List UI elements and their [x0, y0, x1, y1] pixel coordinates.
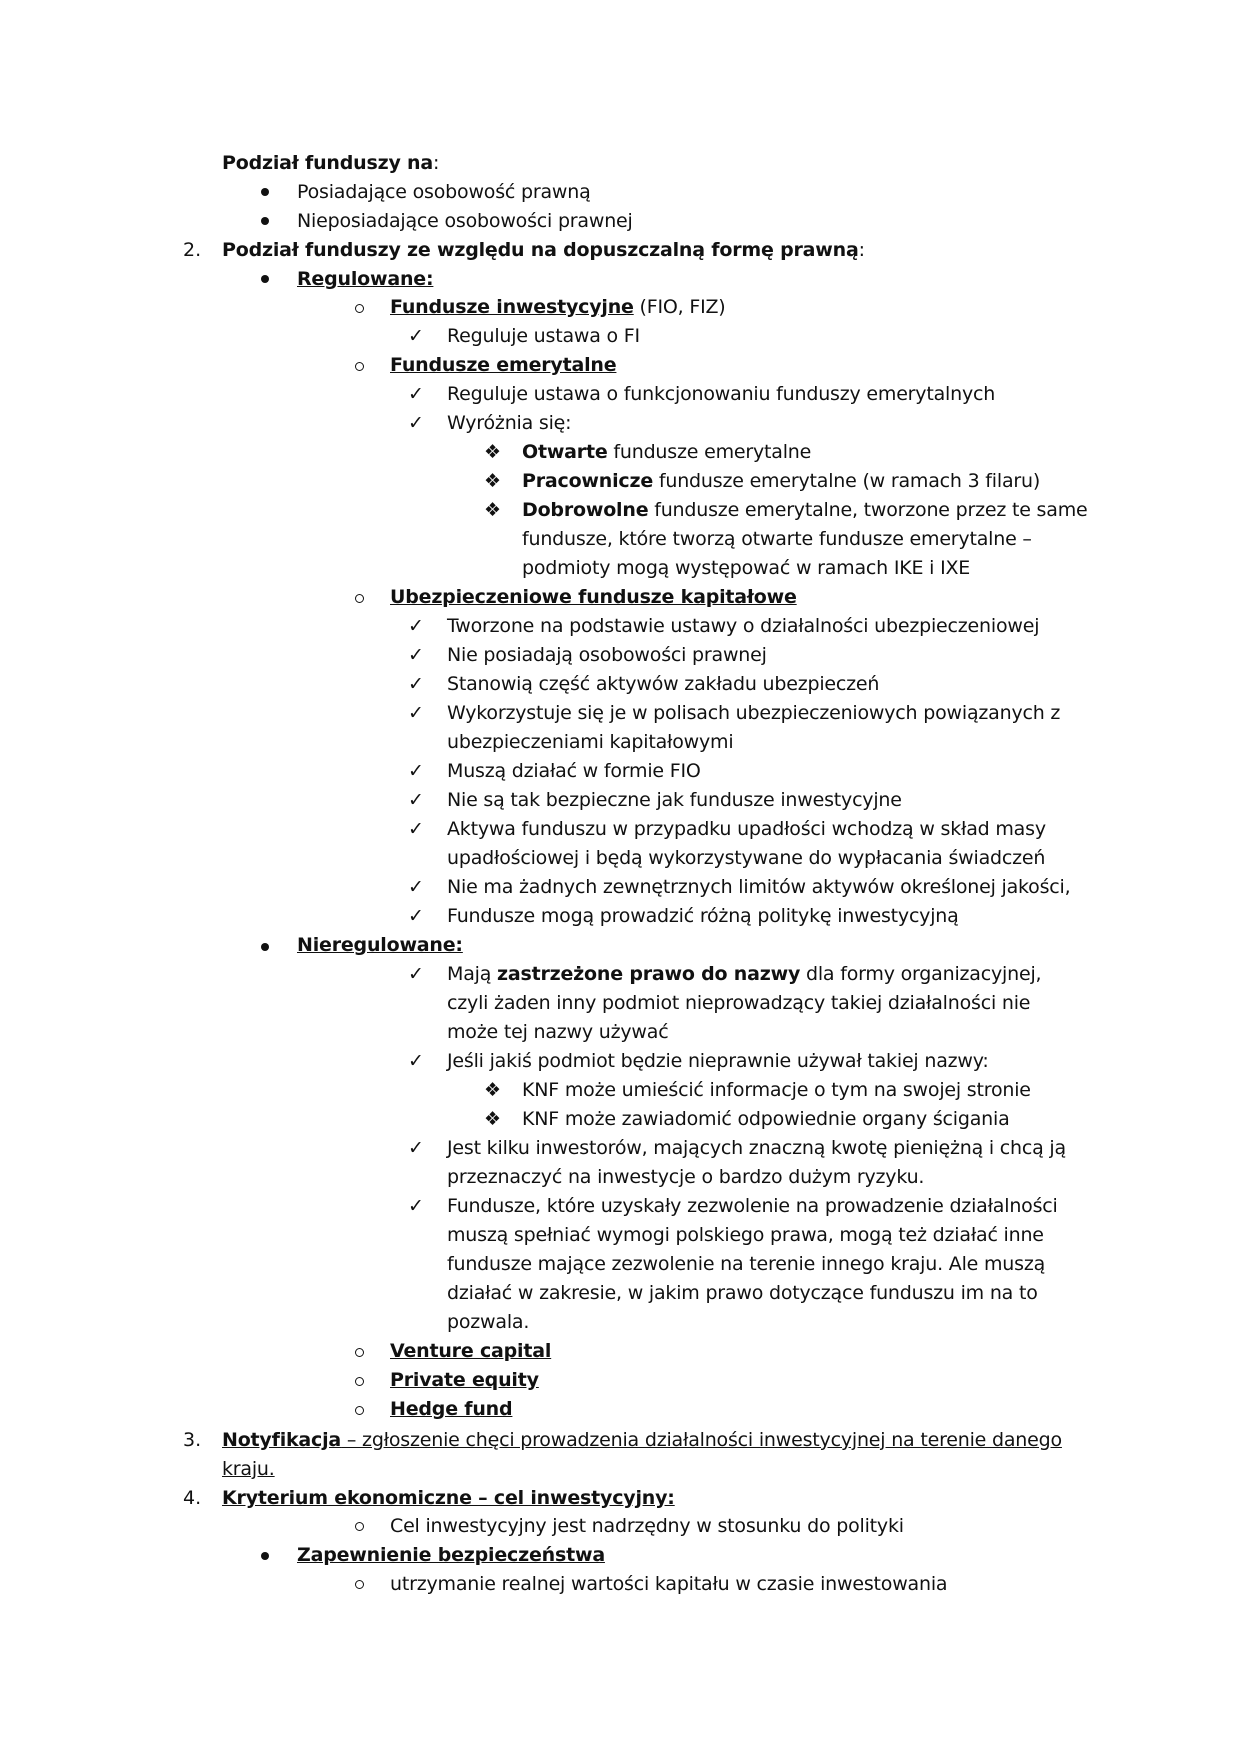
- text-run: fundusze emerytalne (w ramach 3 filaru): [653, 470, 1041, 492]
- text-line: [297, 265, 433, 294]
- text-run: Fundusze, które uzyskały zezwolenie na prowadzenie działalności: [447, 1195, 1058, 1217]
- text-line: [222, 1426, 1062, 1455]
- circle-bullet-icon: [355, 1580, 364, 1589]
- text-run: fundusze emerytalne, tworzone przez te same: [648, 499, 1088, 521]
- text-line: [390, 351, 616, 380]
- text-run: fundusze mające zezwolenie na terenie innego kraju. Ale muszą: [447, 1253, 1046, 1275]
- text-line: [447, 1308, 529, 1337]
- bullet-icon: [261, 275, 269, 283]
- text-line: [447, 699, 1060, 728]
- list-number: 2.: [183, 239, 202, 261]
- circle-bullet-icon: [355, 304, 364, 313]
- diamond-icon: ❖: [484, 441, 502, 463]
- check-icon: ✓: [408, 673, 424, 695]
- check-icon: ✓: [408, 702, 424, 724]
- text-run: (FIO, FIZ): [633, 296, 726, 318]
- text-run: może tej nazwy używać: [447, 1021, 669, 1043]
- text-run: muszą spełniać wymogi polskiego prawa, mogą też działać inne: [447, 1224, 1044, 1246]
- text-run: Mają: [447, 963, 497, 985]
- text-line: [447, 1279, 1038, 1308]
- text-line: [447, 815, 1046, 844]
- text-line: [447, 960, 1041, 989]
- text-run: Posiadające osobowość prawną: [297, 181, 591, 203]
- text-run: Zapewnienie bezpieczeństwa: [297, 1544, 605, 1566]
- list-number: 3.: [183, 1429, 202, 1451]
- text-line: [222, 149, 439, 178]
- text-run: Wykorzystuje się je w polisach ubezpieczeniowych powiązanych z: [447, 702, 1061, 724]
- diamond-icon: ❖: [484, 470, 502, 492]
- text-run: ubezpieczeniami kapitałowymi: [447, 731, 734, 753]
- text-run: utrzymanie realnej wartości kapitału w czasie inwestowania: [390, 1573, 948, 1595]
- text-line: [447, 1250, 1045, 1279]
- text-run: Nie są tak bezpieczne jak fundusze inwestycyjne: [447, 789, 902, 811]
- text-run: Regulowane:: [297, 268, 434, 290]
- text-line: [447, 380, 995, 409]
- check-icon: ✓: [408, 325, 424, 347]
- bullet-icon: [261, 943, 269, 951]
- text-line: [447, 1163, 924, 1192]
- text-run: Stanowią część aktywów zakładu ubezpieczeń: [447, 673, 880, 695]
- text-run: Wyróżnia się:: [447, 412, 572, 434]
- text-run: Nie ma żadnych zewnętrznych limitów aktywów określonej jakości,: [447, 876, 1071, 898]
- text-line: [390, 293, 726, 322]
- text-line: [390, 1570, 947, 1599]
- text-run: Nieregulowane:: [297, 934, 463, 956]
- text-line: [297, 178, 591, 207]
- check-icon: ✓: [408, 412, 424, 434]
- text-line: [297, 1541, 605, 1570]
- text-run: Jeśli jakiś podmiot będzie nieprawnie używał takiej nazwy:: [447, 1050, 989, 1072]
- text-run: Hedge fund: [390, 1398, 513, 1420]
- text-line: [447, 786, 902, 815]
- text-run: :: [858, 239, 865, 261]
- circle-bullet-icon: [355, 1377, 364, 1386]
- check-icon: ✓: [408, 1195, 424, 1217]
- text-line: [522, 496, 1088, 525]
- text-run: Nie posiadają osobowości prawnej: [447, 644, 767, 666]
- text-line: [447, 1192, 1058, 1221]
- check-icon: ✓: [408, 1137, 424, 1159]
- bullet-icon: [261, 217, 269, 225]
- text-run: :: [433, 152, 440, 174]
- text-line: [447, 670, 879, 699]
- check-icon: ✓: [408, 383, 424, 405]
- text-run: Fundusze emerytalne: [390, 354, 617, 376]
- check-icon: ✓: [408, 818, 424, 840]
- check-icon: ✓: [408, 789, 424, 811]
- text-run: Dobrowolne: [522, 499, 649, 521]
- text-run: działać w zakresie, w jakim prawo dotyczące funduszu im na to: [447, 1282, 1038, 1304]
- text-line: [390, 1337, 551, 1366]
- text-run: Private equity: [390, 1369, 539, 1391]
- text-run: KNF może umieścić informacje o tym na swojej stronie: [522, 1079, 1031, 1101]
- circle-bullet-icon: [355, 594, 364, 603]
- text-line: [390, 1512, 904, 1541]
- circle-bullet-icon: [355, 1522, 364, 1531]
- text-line: [522, 438, 811, 467]
- text-run: Podział funduszy ze względu na dopuszczalną formę prawną: [222, 239, 859, 261]
- text-line: [522, 525, 1032, 554]
- text-run: przeznaczyć na inwestycje o bardzo dużym ryzyku.: [447, 1166, 925, 1188]
- text-run: kraju.: [222, 1458, 275, 1480]
- diamond-icon: ❖: [484, 1108, 502, 1130]
- bullet-icon: [261, 188, 269, 196]
- diamond-icon: ❖: [484, 1079, 502, 1101]
- text-line: [447, 844, 1045, 873]
- text-line: [447, 873, 1070, 902]
- bullet-icon: [261, 1552, 269, 1560]
- text-run: Venture capital: [390, 1340, 552, 1362]
- text-run: Tworzone na podstawie ustawy o działalności ubezpieczeniowej: [447, 615, 1040, 637]
- text-run: Nieposiadające osobowości prawnej: [297, 210, 633, 232]
- check-icon: ✓: [408, 1050, 424, 1072]
- text-line: [447, 322, 640, 351]
- text-run: upadłościowej i będą wykorzystywane do wypłacania świadczeń: [447, 847, 1046, 869]
- text-line: [447, 1134, 1066, 1163]
- circle-bullet-icon: [355, 1406, 364, 1415]
- text-line: [222, 1455, 275, 1484]
- text-run: czyli żaden inny podmiot nieprowadzący takiej działalności nie: [447, 992, 1031, 1014]
- text-run: fundusze, które tworzą otwarte fundusze emerytalne –: [522, 528, 1032, 550]
- text-run: fundusze emerytalne: [607, 441, 812, 463]
- text-line: [222, 236, 865, 265]
- text-line: [447, 1018, 668, 1047]
- text-line: [447, 1047, 989, 1076]
- text-line: [522, 1105, 1010, 1134]
- text-line: [447, 902, 959, 931]
- check-icon: ✓: [408, 644, 424, 666]
- text-run: Podział funduszy na: [222, 152, 433, 174]
- text-line: [297, 931, 463, 960]
- text-run: Pracownicze: [522, 470, 654, 492]
- text-line: [522, 467, 1040, 496]
- text-run: podmioty mogą występować w ramach IKE i IXE: [522, 557, 971, 579]
- text-run: Ubezpieczeniowe fundusze kapitałowe: [390, 586, 797, 608]
- text-run: dla formy organizacyjnej,: [800, 963, 1042, 985]
- text-run: KNF może zawiadomić odpowiednie organy ścigania: [522, 1108, 1010, 1130]
- check-icon: ✓: [408, 760, 424, 782]
- text-run: Kryterium ekonomiczne – cel inwestycyjny:: [222, 1487, 675, 1509]
- list-number: 4.: [183, 1487, 202, 1509]
- text-run: zastrzeżone prawo do nazwy: [497, 963, 801, 985]
- check-icon: ✓: [408, 963, 424, 985]
- check-icon: ✓: [408, 905, 424, 927]
- text-line: [390, 583, 797, 612]
- text-run: pozwala.: [447, 1311, 530, 1333]
- text-run: Cel inwestycyjny jest nadrzędny w stosunku do polityki: [390, 1515, 904, 1537]
- text-line: [447, 1221, 1044, 1250]
- text-line: [522, 554, 970, 583]
- text-run: Otwarte: [522, 441, 608, 463]
- text-run: Fundusze inwestycyjne: [390, 296, 634, 318]
- text-line: [447, 612, 1039, 641]
- text-line: [522, 1076, 1031, 1105]
- text-run: Reguluje ustawa o funkcjonowaniu funduszy emerytalnych: [447, 383, 996, 405]
- text-run: Aktywa funduszu w przypadku upadłości wchodzą w skład masy: [447, 818, 1046, 840]
- text-line: [447, 728, 733, 757]
- text-run: Jest kilku inwestorów, mających znaczną kwotę pieniężną i chcą ją: [447, 1137, 1066, 1159]
- circle-bullet-icon: [355, 1348, 364, 1357]
- circle-bullet-icon: [355, 362, 364, 371]
- text-run: Muszą działać w formie FIO: [447, 760, 701, 782]
- check-icon: ✓: [408, 876, 424, 898]
- check-icon: ✓: [408, 615, 424, 637]
- text-line: [390, 1366, 539, 1395]
- text-run: – zgłoszenie chęci prowadzenia działalności inwestycyjnej na terenie danego: [341, 1429, 1062, 1451]
- text-line: [447, 641, 767, 670]
- text-run: Reguluje ustawa o FI: [447, 325, 640, 347]
- text-line: [447, 409, 571, 438]
- text-run: Fundusze mogą prowadzić różną politykę inwestycyjną: [447, 905, 959, 927]
- text-line: [297, 207, 633, 236]
- text-line: [447, 989, 1030, 1018]
- text-line: [222, 1484, 675, 1513]
- text-run: Notyfikacja: [222, 1429, 342, 1451]
- text-line: [447, 757, 701, 786]
- text-line: [390, 1395, 512, 1424]
- diamond-icon: ❖: [484, 499, 502, 521]
